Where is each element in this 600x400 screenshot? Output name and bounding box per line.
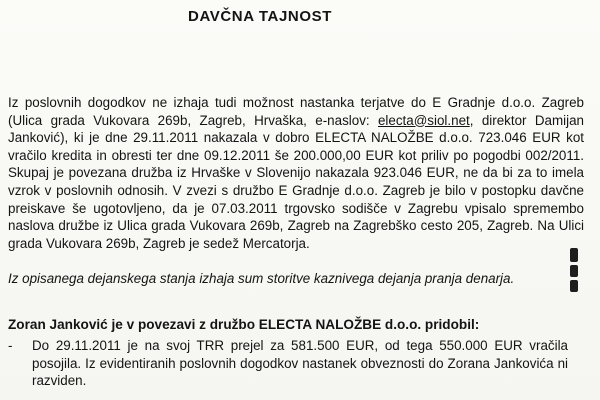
section-heading: Zoran Janković je v povezavi z družbo ELECTA NALOŽBE d.o.o. pridobil: [8,317,480,332]
bullet-text: Do 29.11.2011 je na svoj TRR prejel za 581.500 EUR, od tega 550.000 EUR vračila posojila. Iz evidentiranih poslovnih dogodkov nastanek obveznosti do Zorana Jankovića ni razviden. [32,338,568,389]
document-title: DAVČNA TAJNOST [188,8,332,25]
paragraph-text-start: Iz poslovnih dogodkov ne izhaja tudi možnost nastanka terjatve do E Gradnje d.o.o. Zagreb (Ulica grada Vukovara 269b, Zagreb, Hrvaška, e-naslov: [8,95,584,128]
paragraph-text-end: , direktor Damijan Janković), ki je dne 29.11.2011 nakazala v dobro ELECTA NALOŽBE d.o.o. 723.046 EUR kot vračilo kredita in obresti ter dne 09.12.2011 še 200.000,00 EUR kot priliv po pogodbi 002/2011. Skupaj je povezana družba iz Hrvaške v Slovenijo nakazala 923.046 EUR, ne da bi za to imela vzrok v poslovnih odnosih. V zvezi s družbo E Gradnje d.o.o. Zagreb je bilo v postopku davčne preiskave še ugotovljeno, da je 07.03.2011 trgovsko sodišče v Zagrebu vpisalo spremembo naslova družbe iz Ulica grada Vukovara 269b, Zagreb na Zagrebško cesto 205, Zagreb. Na Ulici grada Vukovara 269b, Zagreb je sedež Mercatorja. [8,112,584,251]
bullet-marker: - [8,338,13,353]
paragraph-suspicion: Iz opisanega dejanskega stanja izhaja sum storitve kaznivega dejanja pranja denarja. [8,271,515,286]
email-link[interactable]: electa@siol.net [377,112,470,128]
paragraph-transactions [8,94,584,252]
redaction-mark [570,248,578,294]
